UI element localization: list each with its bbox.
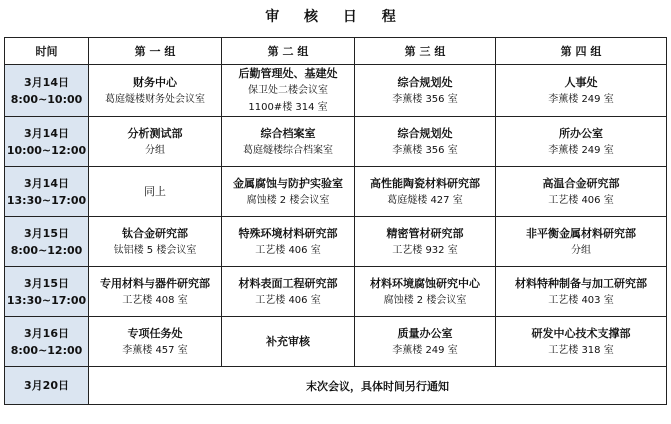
schedule-cell: [222, 267, 355, 317]
unit-location: 李薰楼 249 室: [548, 144, 614, 156]
schedule-cell: [222, 317, 355, 367]
time-cell: [5, 367, 89, 405]
page-title: 审 核 日 程: [265, 9, 406, 25]
time-range-label: 13:30~17:00: [6, 193, 87, 207]
schedule-cell: [89, 317, 222, 367]
schedule-cell: [496, 167, 667, 217]
unit-name: 质量办公室: [397, 326, 453, 340]
audit-schedule-table: [4, 37, 667, 405]
unit-name: 非平衡金属材料研究部: [526, 226, 636, 240]
unit-name: 精密管材研究部: [386, 226, 464, 240]
schedule-cell: [496, 65, 667, 117]
header-time: 时间: [5, 38, 89, 65]
unit-name: 钛合金研究部: [122, 226, 188, 240]
unit-location: 分组: [145, 144, 165, 156]
date-label: 3月14日: [24, 176, 69, 190]
unit-location: 葛庭燧楼财务处会议室: [105, 93, 205, 105]
unit-location: 葛庭燧楼综合档案室: [243, 144, 333, 156]
date-label: 3月16日: [24, 326, 69, 340]
time-cell: [5, 267, 89, 317]
time-range-label: 8:00~12:00: [10, 343, 83, 357]
date-label: 3月20日: [24, 379, 69, 392]
same-as-above-label: 同上: [144, 185, 166, 198]
unit-location: 李薰楼 356 室: [392, 144, 458, 156]
schedule-cell: [222, 65, 355, 117]
unit-location: 工艺楼 406 室: [255, 244, 321, 256]
table-row: [5, 267, 667, 317]
schedule-cell: [89, 167, 222, 217]
schedule-cell: [89, 65, 222, 117]
closing-meeting-row: [5, 367, 667, 405]
time-range-label: 8:00~12:00: [10, 243, 83, 257]
header-group-3: 第 三 组: [355, 38, 496, 65]
date-label: 3月14日: [24, 75, 69, 89]
unit-name: 专项任务处: [127, 326, 183, 340]
unit-location-secondary: 1100#楼 314 室: [248, 102, 328, 113]
unit-location: 工艺楼 406 室: [548, 194, 614, 206]
header-group-4: 第 四 组: [496, 38, 667, 65]
time-range-label: 8:00~10:00: [10, 92, 83, 106]
time-cell: [5, 317, 89, 367]
time-cell: [5, 65, 89, 117]
time-range-label: 13:30~17:00: [6, 293, 87, 307]
schedule-cell: [355, 117, 496, 167]
schedule-cell: [355, 167, 496, 217]
unit-location: 李薰楼 356 室: [392, 93, 458, 105]
unit-name: 材料环境腐蚀研究中心: [370, 276, 480, 290]
unit-location: 李薰楼 249 室: [392, 344, 458, 356]
unit-name: 金属腐蚀与防护实验室: [233, 176, 343, 190]
table-row: [5, 117, 667, 167]
unit-name: 分析测试部: [127, 126, 183, 140]
time-range-label: 10:00~12:00: [6, 143, 87, 157]
schedule-cell: [355, 317, 496, 367]
unit-location: 分组: [571, 244, 591, 256]
time-cell: [5, 167, 89, 217]
unit-name: 材料特种制备与加工研究部: [515, 276, 647, 290]
unit-name: 专用材料与器件研究部: [100, 276, 210, 290]
date-label: 3月15日: [24, 226, 69, 240]
table-row: [5, 65, 667, 117]
schedule-cell: [89, 267, 222, 317]
unit-name: 财务中心: [133, 75, 177, 89]
schedule-cell: [496, 267, 667, 317]
unit-name: 综合档案室: [260, 126, 316, 140]
schedule-cell: [496, 117, 667, 167]
unit-location: 腐蚀楼 2 楼会议室: [246, 194, 330, 206]
schedule-cell: [355, 65, 496, 117]
unit-name: 高性能陶瓷材料研究部: [370, 176, 480, 190]
unit-location: 工艺楼 403 室: [548, 294, 614, 306]
table-row: [5, 167, 667, 217]
unit-name: 材料表面工程研究部: [238, 276, 338, 290]
schedule-cell: [496, 217, 667, 267]
date-label: 3月15日: [24, 276, 69, 290]
unit-location: 工艺楼 932 室: [392, 244, 458, 256]
unit-name: 人事处: [564, 75, 598, 89]
schedule-cell: [355, 267, 496, 317]
schedule-cell: [89, 117, 222, 167]
unit-location: 李薰楼 249 室: [548, 93, 614, 105]
unit-location: 李薰楼 457 室: [122, 344, 188, 356]
schedule-cell: [89, 217, 222, 267]
unit-name: 所办公室: [559, 126, 603, 140]
unit-name: 研发中心技术支撑部: [531, 326, 631, 340]
unit-name: 综合规划处: [397, 126, 453, 140]
time-cell: [5, 217, 89, 267]
unit-name: 补充审核: [266, 335, 310, 348]
unit-name: 高温合金研究部: [542, 176, 620, 190]
unit-name: 特殊环境材料研究部: [238, 226, 338, 240]
schedule-cell: [496, 317, 667, 367]
header-group-2: 第 二 组: [222, 38, 355, 65]
closing-meeting-note: 末次会议，具体时间另行通知: [306, 380, 449, 393]
schedule-cell: [355, 217, 496, 267]
unit-location: 工艺楼 318 室: [548, 344, 614, 356]
unit-location: 钛铝楼 5 楼会议室: [113, 244, 197, 256]
schedule-cell: [222, 117, 355, 167]
unit-name: 综合规划处: [397, 75, 453, 89]
unit-location: 葛庭燧楼 427 室: [387, 194, 463, 206]
unit-name: 后勤管理处、基建处: [238, 67, 338, 80]
unit-location: 保卫处二楼会议室: [248, 85, 328, 96]
table-row: [5, 317, 667, 367]
table-row: [5, 217, 667, 267]
schedule-cell: [222, 217, 355, 267]
unit-location: 工艺楼 406 室: [255, 294, 321, 306]
header-group-1: 第 一 组: [89, 38, 222, 65]
unit-location: 腐蚀楼 2 楼会议室: [383, 294, 467, 306]
closing-meeting-cell: [89, 367, 667, 405]
schedule-cell: [222, 167, 355, 217]
header-row: [5, 38, 667, 65]
date-label: 3月14日: [24, 126, 69, 140]
unit-location: 工艺楼 408 室: [122, 294, 188, 306]
time-cell: [5, 117, 89, 167]
